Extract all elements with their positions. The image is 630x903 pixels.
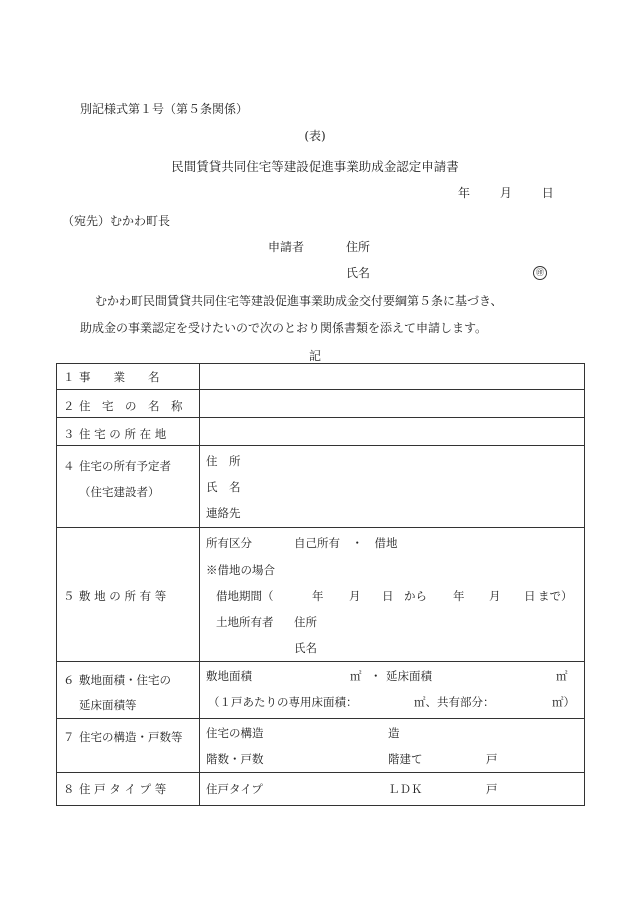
- table-row: [57, 446, 585, 528]
- row-label-area: ６ 敷地面積・住宅の 延床面積等: [57, 662, 200, 719]
- date-month: 月: [499, 186, 512, 200]
- field-housing-name[interactable]: [200, 390, 585, 418]
- body-text-line-2: 助成金の事業認定を受けたいので次のとおり関係書類を添えて申請します。: [80, 321, 488, 335]
- date-year: 年: [458, 186, 471, 200]
- row-label-structure: ７ 住宅の構造・戸数等: [57, 719, 200, 773]
- site-ownership-fields: 所有区分 自己所有 ・ 借地 ※借地の場合 借地期間（ 年 月 日 から 年 月 日 まで） 土地所有者 住所 氏名: [200, 528, 585, 662]
- ki-heading: 記: [308, 349, 321, 363]
- structure-fields: 住宅の構造 造 階数・戸数 階建て 戸: [200, 719, 585, 773]
- field-housing-location[interactable]: [200, 418, 585, 446]
- table-row: [57, 418, 585, 446]
- owner-contact-label[interactable]: 連絡先: [206, 506, 241, 520]
- form-number: 別記様式第１号（第５条関係）: [80, 102, 249, 116]
- table-row: [57, 364, 585, 390]
- landowner-name-label[interactable]: 氏名: [294, 641, 317, 655]
- seal-icon: ㊞: [533, 266, 547, 280]
- table-row: [57, 528, 585, 662]
- row-label-site-ownership: ５ 敷 地 の 所 有 等: [57, 528, 200, 662]
- applicant-label: 申請者: [268, 240, 305, 254]
- row-label-project-name: １ 事 業 名: [57, 364, 200, 390]
- area-fields: 敷地面積 ㎡ ・ 延床面積 ㎡ （１戸あたりの専用床面積： ㎡、共有部分： ㎡）: [200, 662, 585, 719]
- table-row: [57, 719, 585, 773]
- row-label-planned-owner: ４ 住宅の所有予定者 （住宅建設者）: [57, 446, 200, 528]
- date-line: [458, 184, 554, 201]
- row-label-housing-location: ３ 住 宅 の 所 在 地: [57, 418, 200, 446]
- table-row: [57, 390, 585, 418]
- owner-fields: [200, 446, 585, 528]
- side-label: (表): [304, 129, 326, 143]
- seal-mark: [533, 264, 547, 280]
- landowner-address-label[interactable]: 住所: [294, 615, 317, 629]
- date-day: 日: [541, 186, 554, 200]
- owner-name-label[interactable]: 氏 名: [206, 480, 241, 494]
- field-project-name[interactable]: [200, 364, 585, 390]
- addressee: （宛先）むかわ町長: [62, 214, 171, 228]
- applicant-name-label: 氏名: [346, 266, 371, 280]
- page-title: 民間賃貸共同住宅等建設促進事業助成金認定申請書: [171, 159, 459, 174]
- row-label-unit-type: ８ 住 戸 タ イ プ 等: [57, 773, 200, 806]
- row-label-housing-name: ２ 住 宅 の 名 称: [57, 390, 200, 418]
- table-row: [57, 773, 585, 806]
- application-table: [56, 363, 585, 806]
- owner-address-label[interactable]: 住 所: [206, 454, 241, 468]
- applicant-address-label: 住所: [346, 240, 371, 254]
- unit-type-fields: 住戸タイプ ＬＤＫ 戸: [200, 773, 585, 806]
- table-row: [57, 662, 585, 719]
- ownership-choice[interactable]: 自己所有 ・ 借地: [294, 536, 398, 550]
- body-text-line-1: むかわ町民間賃貸共同住宅等建設促進事業助成金交付要綱第５条に基づき、: [95, 294, 503, 308]
